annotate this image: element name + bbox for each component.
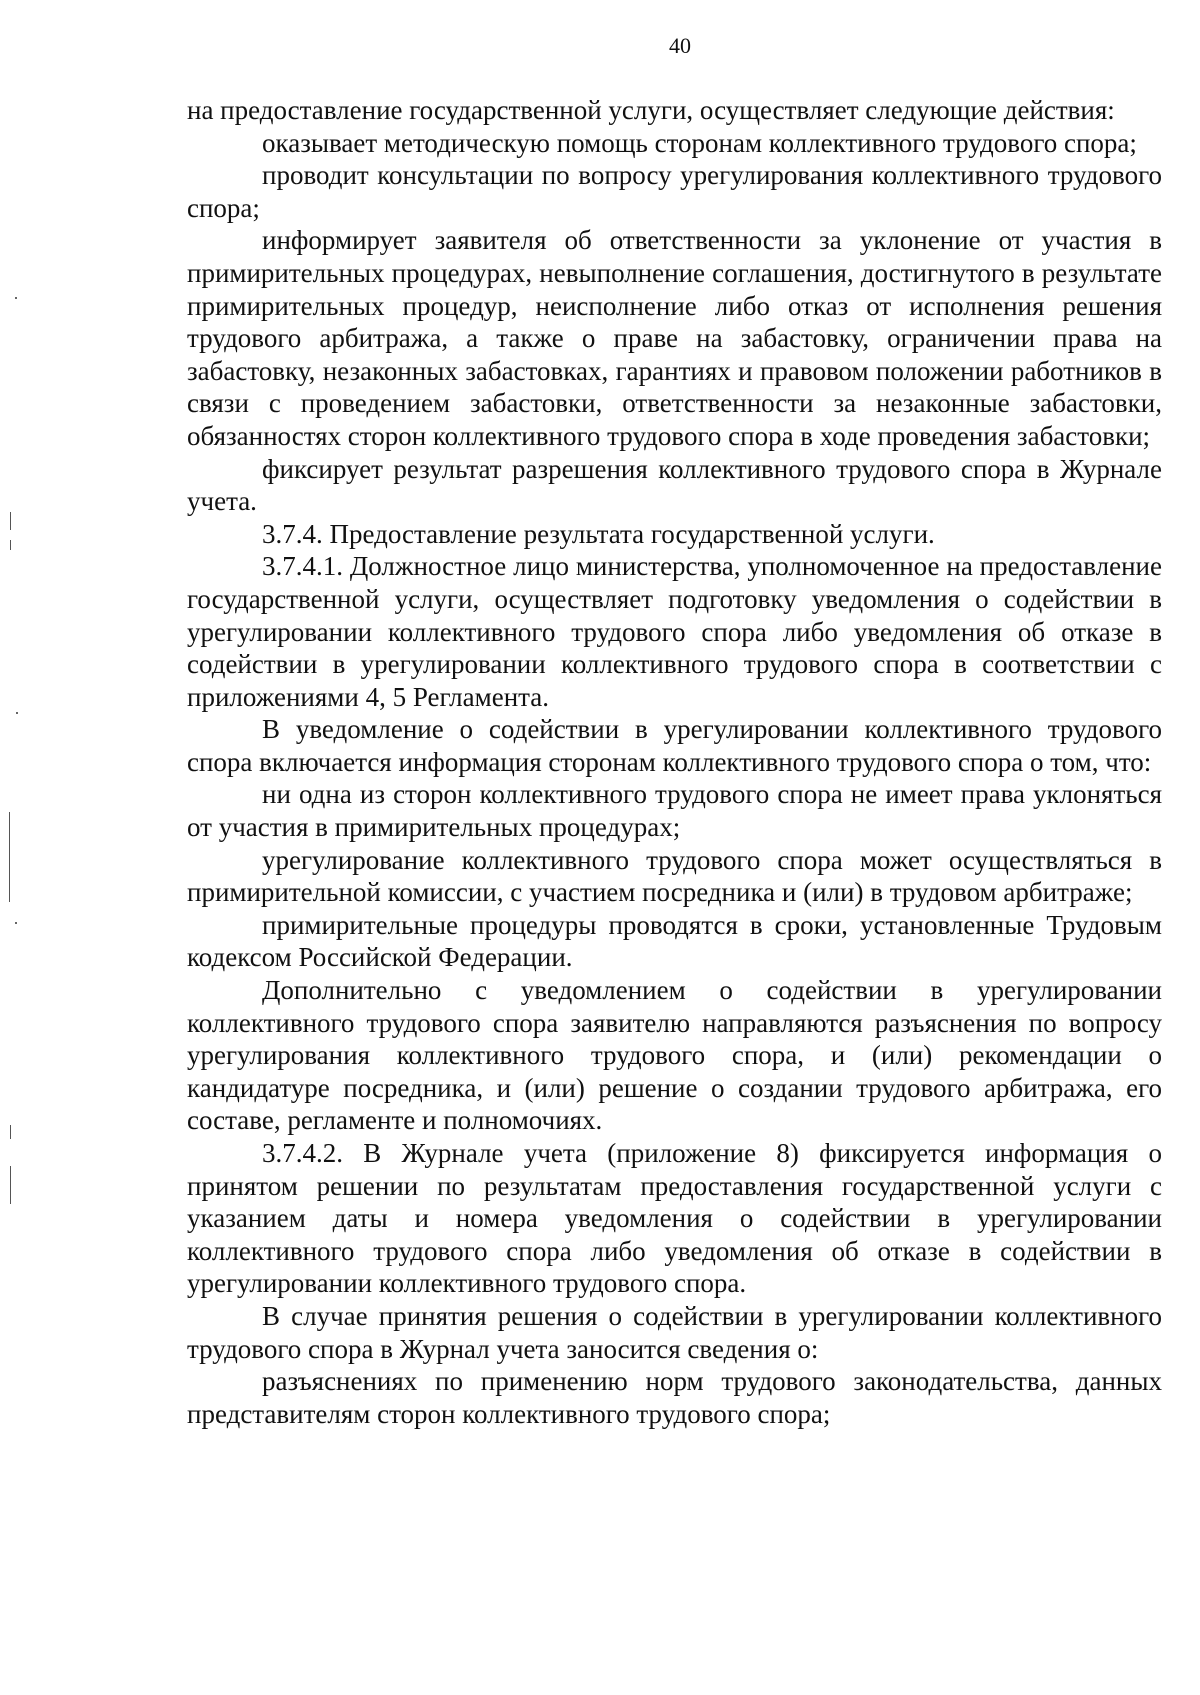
paragraph: Дополнительно с уведомлением о содействии в урегулировании коллективного трудового спора заявителю направляются разъяснения по вопросу урегулирования коллективного трудового спора, и (или) рекомендации о кандидатуре посредника, и (или) решение о создании трудового арбитража, его составе, регламенте и полномочиях. bbox=[187, 975, 1162, 1136]
scan-artifact bbox=[15, 297, 17, 299]
paragraph: ни одна из сторон коллективного трудового спора не имеет права уклоняться от участия в примирительных процедурах; bbox=[187, 779, 1162, 843]
paragraph: 3.7.4.2. В Журнале учета (приложение 8) фиксируется информация о принятом решении по результатам предоставления государственной услуги с указанием даты и номера уведомления о содействии в урегулировании коллективного трудового спора либо уведомления об отказе в содействии в урегулировании коллективного трудового спора. bbox=[187, 1138, 1162, 1299]
paragraph: разъяснениях по применению норм трудового законодательства, данных представителям сторон коллективного трудового спора; bbox=[187, 1366, 1162, 1429]
paragraph: примирительные процедуры проводятся в сроки, установленные Трудовым кодексом Российской Федерации. bbox=[187, 909, 1162, 973]
paragraph: 3.7.4. Предоставление результата государственной услуги. bbox=[262, 518, 935, 549]
page-number: 40 bbox=[669, 33, 691, 58]
document-body bbox=[187, 94, 1162, 1430]
scan-artifact bbox=[16, 712, 18, 714]
paragraph: 3.7.4.1. Должностное лицо министерства, уполномоченное на предоставление государственной услуги, осуществляет подготовку уведомления о содействии в урегулировании коллективного трудового спора либо уведомления об отказе в содействии в урегулировании коллективного трудового спора в соответствии с приложениями 4, 5 Регламента. bbox=[187, 551, 1162, 712]
paragraph: В уведомление о содействии в урегулировании коллективного трудового спора включается информация сторонам коллективного трудового спора о том, что: bbox=[187, 714, 1162, 777]
paragraph: фиксирует результат разрешения коллективного трудового спора в Журнале учета. bbox=[187, 453, 1162, 517]
paragraph: на предоставление государственной услуги, осуществляет следующие действия: bbox=[187, 95, 1115, 125]
scan-artifact bbox=[10, 512, 11, 530]
paragraph: проводит консультации по вопросу урегулирования коллективного трудового спора; bbox=[187, 160, 1162, 223]
scan-artifact bbox=[10, 1125, 11, 1139]
scan-artifact bbox=[15, 922, 17, 924]
scan-artifact bbox=[10, 540, 11, 550]
paragraph: урегулирование коллективного трудового спора может осуществляться в примирительной комиссии, с участием посредника и (или) в трудовом арбитраже; bbox=[187, 844, 1162, 908]
paragraph: информирует заявителя об ответственности за уклонение от участия в примирительных процедурах, невыполнение соглашения, достигнутого в результате примирительных процедур, неисполнение либо отказ от исполнения решения трудового арбитража, а также о праве на забастовку, ограничении права на забастовку, незаконных забастовках, гарантиях и правовом положении работников в связи с проведением забастовки, ответственности за незаконные забастовки, обязанностях сторон коллективного трудового спора в ходе проведения забастовки; bbox=[187, 225, 1162, 451]
scan-artifact bbox=[9, 812, 10, 902]
paragraph: оказывает методическую помощь сторонам коллективного трудового спора; bbox=[262, 127, 1137, 158]
scan-artifact bbox=[10, 1166, 11, 1204]
paragraph: В случае принятия решения о содействии в урегулировании коллективного трудового спора в Журнал учета заносится сведения о: bbox=[187, 1300, 1162, 1364]
